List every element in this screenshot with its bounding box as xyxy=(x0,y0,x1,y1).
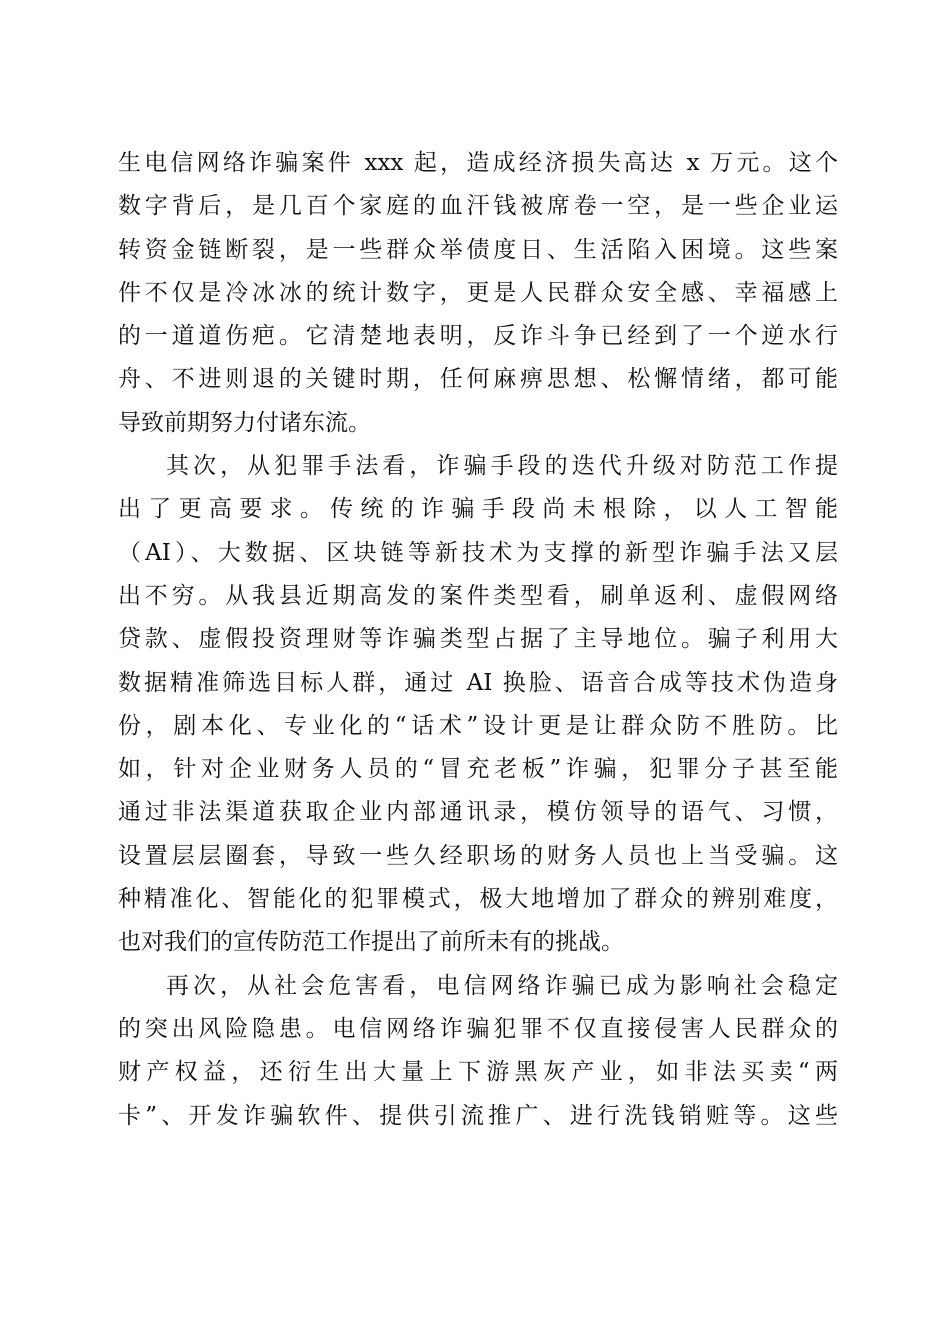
text-line: 导致前期努力付诸东流。 xyxy=(118,409,371,436)
text-line: 数字背后，是几百个家庭的血汗钱被席卷一空，是一些企业运 xyxy=(118,193,838,220)
text-line: 件不仅是冷冰冰的统计数字，更是人民群众安全感、幸福感上 xyxy=(118,279,838,306)
text-line: 也对我们的宣传防范工作提出了前所未有的挑战。 xyxy=(118,929,624,956)
text-line: 卡”、开发诈骗软件、提供引流推广、进行洗钱销赃等。这些 xyxy=(118,1102,838,1129)
text-line: 的突出风险隐患。电信网络诈骗犯罪不仅直接侵害人民群众的 xyxy=(118,1015,838,1042)
text-line: 如，针对企业财务人员的“冒充老板”诈骗，犯罪分子甚至能 xyxy=(118,756,838,783)
text-line: 通过非法渠道获取企业内部通讯录，模仿领导的语气、习惯， xyxy=(118,799,838,826)
text-line: （AI）、大数据、区块链等新技术为支撑的新型诈骗手法又层 xyxy=(118,539,838,566)
body-text xyxy=(118,142,838,1138)
text-line: 转资金链断裂，是一些群众举债度日、生活陷入困境。这些案 xyxy=(118,236,838,263)
text-line: 其次，从犯罪手法看，诈骗手段的迭代升级对防范工作提 xyxy=(166,453,838,480)
text-line: 生电信网络诈骗案件 xxx 起，造成经济损失高达 x 万元。这个 xyxy=(118,150,838,176)
text-line: 出了更高要求。传统的诈骗手段尚未根除，以人工智能 xyxy=(118,496,838,523)
text-line: 份，剧本化、专业化的“话术”设计更是让群众防不胜防。比 xyxy=(118,712,838,739)
text-line: 的一道道伤疤。它清楚地表明，反诈斗争已经到了一个逆水行 xyxy=(118,323,838,350)
text-line: 舟、不进则退的关键时期，任何麻痹思想、松懈情绪，都可能 xyxy=(118,366,838,393)
text-line: 设置层层圈套，导致一些久经职场的财务人员也上当受骗。这 xyxy=(118,842,838,869)
text-line: 财产权益，还衍生出大量上下游黑灰产业，如非法买卖“两 xyxy=(118,1059,838,1086)
text-line: 出不穷。从我县近期高发的案件类型看，刷单返利、虚假网络 xyxy=(118,582,838,609)
text-line: 再次，从社会危害看，电信网络诈骗已成为影响社会稳定 xyxy=(166,972,838,999)
text-line: 数据精准筛选目标人群，通过 AI 换脸、语音合成等技术伪造身 xyxy=(118,669,838,696)
text-line: 贷款、虚假投资理财等诈骗类型占据了主导地位。骗子利用大 xyxy=(118,626,838,653)
text-line: 种精准化、智能化的犯罪模式，极大地增加了群众的辨别难度， xyxy=(118,886,838,913)
